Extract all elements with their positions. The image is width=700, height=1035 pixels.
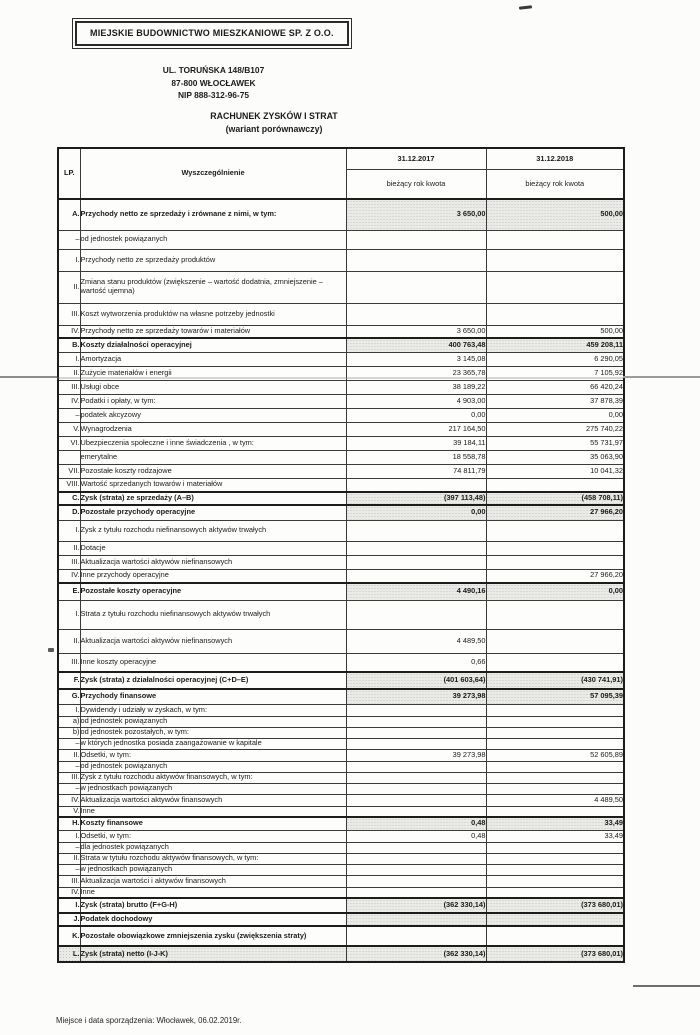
document-title-block [168, 110, 380, 136]
row-label: Wartość sprzedanych towarów i materiałów [80, 478, 346, 492]
row-value-2018: 275 740,22 [486, 422, 624, 436]
row-label: Aktualizacja wartości aktywów niefinansowych [80, 629, 346, 653]
table-row [58, 249, 624, 271]
row-value-2018 [486, 853, 624, 864]
row-value-2017 [346, 520, 486, 541]
row-label: Zysk z tytułu rozchodu aktywów finansowych, w tym: [80, 772, 346, 783]
row-lp: III. [58, 555, 80, 569]
row-value-2018: 6 290,05 [486, 352, 624, 366]
row-label: Odsetki, w tym: [80, 830, 346, 842]
row-value-2018 [486, 653, 624, 672]
row-value-2018: 33,49 [486, 830, 624, 842]
table-row [58, 898, 624, 913]
table-row [58, 271, 624, 303]
row-lp: I. [58, 520, 80, 541]
row-lp: E. [58, 583, 80, 600]
row-lp: III. [58, 380, 80, 394]
row-value-2017 [346, 794, 486, 806]
row-value-2017 [346, 926, 486, 946]
row-value-2018 [486, 842, 624, 853]
row-label: Zużycie materiałów i energii [80, 366, 346, 380]
row-value-2017 [346, 716, 486, 727]
row-lp: G. [58, 689, 80, 704]
row-label: Aktualizacja wartości aktywów niefinansowych [80, 555, 346, 569]
row-value-2017: (362 330,14) [346, 898, 486, 913]
row-value-2018 [486, 520, 624, 541]
scan-artifact-line-left [0, 376, 57, 378]
row-value-2017 [346, 738, 486, 749]
table-row [58, 761, 624, 772]
row-value-2018 [486, 727, 624, 738]
row-lp: II. [58, 366, 80, 380]
header-amount-2017: bieżący rok kwota [346, 170, 486, 200]
row-lp: V. [58, 422, 80, 436]
row-lp: III. [58, 303, 80, 325]
row-value-2017: 0,66 [346, 653, 486, 672]
header-lp: LP. [58, 148, 80, 199]
row-label: Koszty działalności operacyjnej [80, 338, 346, 352]
row-lp: I. [58, 704, 80, 716]
row-lp: IV. [58, 569, 80, 583]
row-value-2018 [486, 271, 624, 303]
row-lp: I. [58, 830, 80, 842]
table-row [58, 555, 624, 569]
row-label: Zysk (strata) brutto (F+G-H) [80, 898, 346, 913]
row-value-2017 [346, 230, 486, 249]
table-row [58, 887, 624, 898]
table-row [58, 366, 624, 380]
row-lp: VI. [58, 436, 80, 450]
row-label: Przychody finansowe [80, 689, 346, 704]
row-value-2018 [486, 738, 624, 749]
table-row [58, 783, 624, 794]
row-label: od jednostek powiązanych [80, 716, 346, 727]
row-value-2018: 0,00 [486, 583, 624, 600]
table-row [58, 864, 624, 875]
table-row [58, 505, 624, 520]
row-lp: K. [58, 926, 80, 946]
table-row [58, 727, 624, 738]
row-lp: – [58, 738, 80, 749]
row-value-2017 [346, 913, 486, 926]
row-value-2018 [486, 926, 624, 946]
row-value-2018: 500,00 [486, 199, 624, 230]
row-value-2017: 0,48 [346, 817, 486, 830]
row-value-2018: 27 966,20 [486, 569, 624, 583]
company-name: MIEJSKIE BUDOWNICTWO MIESZKANIOWE SP. Z O.O. [75, 21, 349, 46]
row-value-2018 [486, 887, 624, 898]
row-label: Inne [80, 887, 346, 898]
table-row [58, 600, 624, 629]
row-value-2017: 3 145,08 [346, 352, 486, 366]
row-label: Przychody netto ze sprzedaży produktów [80, 249, 346, 271]
table-row [58, 450, 624, 464]
row-value-2017 [346, 842, 486, 853]
row-label: Podatek dochodowy [80, 913, 346, 926]
row-value-2017: 4 903,00 [346, 394, 486, 408]
profit-and-loss-table [57, 147, 625, 963]
row-label: Strata z tytułu rozchodu niefinansowych aktywów trwałych [80, 600, 346, 629]
row-label: Ubezpieczenia społeczne i inne świadczenia , w tym: [80, 436, 346, 450]
table-header [58, 148, 624, 199]
row-value-2017: 38 189,22 [346, 380, 486, 394]
row-label: Inne przychody operacyjne [80, 569, 346, 583]
scan-artifact-top-dash [519, 5, 532, 9]
row-value-2017 [346, 600, 486, 629]
row-label: Pozostałe przychody operacyjne [80, 505, 346, 520]
document-title: RACHUNEK ZYSKÓW I STRAT [210, 111, 338, 121]
row-value-2018: 500,00 [486, 325, 624, 338]
row-lp: I. [58, 249, 80, 271]
table-row [58, 806, 624, 817]
row-value-2017 [346, 303, 486, 325]
row-label: Przychody netto ze sprzedaży i zrównane z nimi, w tym: [80, 199, 346, 230]
table-row [58, 569, 624, 583]
row-label: Koszty finansowe [80, 817, 346, 830]
scan-artifact-right-line [633, 985, 700, 987]
row-value-2017 [346, 249, 486, 271]
row-value-2018 [486, 772, 624, 783]
row-lp: H. [58, 817, 80, 830]
row-value-2018: 57 095,39 [486, 689, 624, 704]
row-lp: IV. [58, 887, 80, 898]
row-lp: III. [58, 875, 80, 887]
row-lp: J. [58, 913, 80, 926]
row-value-2018 [486, 761, 624, 772]
table-row [58, 338, 624, 352]
row-label: Aktualizacja wartości aktywów finansowych [80, 794, 346, 806]
table-row [58, 583, 624, 600]
header-amount-2018: bieżący rok kwota [486, 170, 624, 200]
row-label: Dywidendy i udziały w zyskach, w tym: [80, 704, 346, 716]
document-subtitle: (wariant porównawczy) [225, 124, 323, 134]
row-value-2017: 3 650,00 [346, 199, 486, 230]
row-value-2017: 74 811,79 [346, 464, 486, 478]
row-lp: II. [58, 271, 80, 303]
row-label: podatek akcyzowy [80, 408, 346, 422]
row-value-2018 [486, 230, 624, 249]
row-lp: – [58, 230, 80, 249]
table-row [58, 794, 624, 806]
row-lp: II. [58, 541, 80, 555]
row-value-2018 [486, 629, 624, 653]
table-row [58, 478, 624, 492]
row-label: Pozostałe koszty rodzajowe [80, 464, 346, 478]
row-value-2017 [346, 875, 486, 887]
row-lp: IV. [58, 325, 80, 338]
row-label: Zysk (strata) z działalności operacyjnej (C+D–E) [80, 672, 346, 689]
scan-artifact-left-dot [48, 648, 54, 652]
row-value-2018: (373 680,01) [486, 898, 624, 913]
row-value-2017: 4 489,50 [346, 629, 486, 653]
row-value-2018 [486, 704, 624, 716]
table-row [58, 704, 624, 716]
row-value-2018 [486, 600, 624, 629]
row-label: Inne koszty operacyjne [80, 653, 346, 672]
table-row [58, 913, 624, 926]
row-value-2017 [346, 271, 486, 303]
row-value-2018 [486, 864, 624, 875]
row-value-2018: 66 420,24 [486, 380, 624, 394]
row-value-2018 [486, 478, 624, 492]
row-value-2017: 4 490,16 [346, 583, 486, 600]
row-value-2018: (373 680,01) [486, 946, 624, 962]
row-value-2017: (362 330,14) [346, 946, 486, 962]
place-date-note: Miejsce i data sporządzenia: Włocławek, 06.02.2019r. [56, 1016, 242, 1025]
row-value-2017: 0,48 [346, 830, 486, 842]
table-row [58, 653, 624, 672]
row-value-2017 [346, 704, 486, 716]
row-label: Strata w tytułu rozchodu aktywów finansowych, w tym: [80, 853, 346, 864]
row-value-2017 [346, 541, 486, 555]
row-value-2017: 0,00 [346, 408, 486, 422]
table-row [58, 492, 624, 505]
row-value-2018: 52 605,89 [486, 749, 624, 761]
row-value-2017: 217 164,50 [346, 422, 486, 436]
row-lp: II. [58, 853, 80, 864]
row-lp: D. [58, 505, 80, 520]
row-value-2017 [346, 569, 486, 583]
row-value-2017 [346, 806, 486, 817]
row-lp: VIII. [58, 478, 80, 492]
row-value-2018: 7 105,92 [486, 366, 624, 380]
table-row [58, 325, 624, 338]
row-label: Zysk (strata) ze sprzedaży (A–B) [80, 492, 346, 505]
table-row [58, 352, 624, 366]
row-lp: I. [58, 600, 80, 629]
row-value-2017 [346, 555, 486, 569]
table-row [58, 689, 624, 704]
row-value-2017: 39 273,98 [346, 749, 486, 761]
table-row [58, 380, 624, 394]
row-value-2017 [346, 783, 486, 794]
row-value-2017 [346, 853, 486, 864]
row-label: Inne [80, 806, 346, 817]
row-lp: – [58, 842, 80, 853]
row-value-2017 [346, 887, 486, 898]
row-lp: a) [58, 716, 80, 727]
row-value-2018 [486, 541, 624, 555]
address-nip: NIP 888-312-96-75 [177, 90, 250, 100]
row-value-2018 [486, 716, 624, 727]
row-label: od jednostek pozostałych, w tym: [80, 727, 346, 738]
row-lp: V. [58, 806, 80, 817]
row-value-2017: 39 184,11 [346, 436, 486, 450]
row-label: w jednostkach powiązanych [80, 783, 346, 794]
header-date-2017: 31.12.2017 [346, 148, 486, 170]
row-label: Pozostałe obowiązkowe zmniejszenia zysku (zwiększenia straty) [80, 926, 346, 946]
table-row [58, 394, 624, 408]
header-date-2018: 31.12.2018 [486, 148, 624, 170]
row-lp: II. [58, 629, 80, 653]
row-value-2018: (458 708,11) [486, 492, 624, 505]
pnl-rows [58, 199, 624, 962]
row-value-2017 [346, 727, 486, 738]
row-label: Wynagrodzenia [80, 422, 346, 436]
row-value-2018: 0,00 [486, 408, 624, 422]
table-row [58, 772, 624, 783]
row-value-2018 [486, 303, 624, 325]
row-value-2017: 3 650,00 [346, 325, 486, 338]
row-value-2017: 23 365,78 [346, 366, 486, 380]
table-row [58, 926, 624, 946]
row-label: Zmiana stanu produktów (zwiększenie – wartość dodatnia, zmniejszenie – wartość ujemna) [80, 271, 346, 303]
row-label: Aktualizacja wartości i aktywów finansowych [80, 875, 346, 887]
row-label: od jednostek powiązanych [80, 761, 346, 772]
table-row [58, 520, 624, 541]
table-row [58, 436, 624, 450]
row-label: Koszt wytworzenia produktów na własne potrzeby jednostki [80, 303, 346, 325]
table-row [58, 842, 624, 853]
table-row [58, 830, 624, 842]
row-label: emerytalne [80, 450, 346, 464]
table-row [58, 303, 624, 325]
row-lp: II. [58, 749, 80, 761]
row-value-2018: 10 041,32 [486, 464, 624, 478]
row-value-2017: (401 603,64) [346, 672, 486, 689]
row-value-2018: 33,49 [486, 817, 624, 830]
table-row [58, 946, 624, 962]
row-value-2018 [486, 555, 624, 569]
row-lp: III. [58, 772, 80, 783]
row-label: Zysk (strata) netto (I-J-K) [80, 946, 346, 962]
company-name-box [72, 18, 352, 49]
row-value-2017: 18 558,78 [346, 450, 486, 464]
address-city: 87-800 WŁOCŁAWEK [171, 77, 256, 88]
row-value-2017: (397 113,48) [346, 492, 486, 505]
row-lp: I. [58, 352, 80, 366]
row-lp: III. [58, 653, 80, 672]
row-lp: – [58, 864, 80, 875]
row-value-2017 [346, 761, 486, 772]
table-row [58, 817, 624, 830]
row-value-2018: 459 208,11 [486, 338, 624, 352]
table-row [58, 749, 624, 761]
row-label: Pozostałe koszty operacyjne [80, 583, 346, 600]
table-row [58, 853, 624, 864]
row-value-2018: (430 741,91) [486, 672, 624, 689]
row-label: dla jednostek powiązanych [80, 842, 346, 853]
row-label: w których jednostka posiada zaangażowanie w kapitale [80, 738, 346, 749]
address-street: UL. TORUŃSKA 148/B107 [162, 65, 265, 75]
row-lp: – [58, 783, 80, 794]
row-value-2017 [346, 478, 486, 492]
row-lp [58, 450, 80, 464]
row-value-2018: 4 489,50 [486, 794, 624, 806]
row-lp: IV. [58, 794, 80, 806]
row-label: Usługi obce [80, 380, 346, 394]
table-row [58, 716, 624, 727]
table-row [58, 464, 624, 478]
row-lp: L. [58, 946, 80, 962]
table-row [58, 408, 624, 422]
row-label: Amortyzacja [80, 352, 346, 366]
row-lp: IV. [58, 394, 80, 408]
row-label: Odsetki, w tym: [80, 749, 346, 761]
row-value-2017: 39 273,98 [346, 689, 486, 704]
row-label: Dotacje [80, 541, 346, 555]
header-description: Wyszczególnienie [80, 148, 346, 199]
row-value-2018: 55 731,97 [486, 436, 624, 450]
table-row [58, 672, 624, 689]
row-label: Podatki i opłaty, w tym: [80, 394, 346, 408]
table-row [58, 629, 624, 653]
row-value-2018 [486, 875, 624, 887]
row-lp: I. [58, 898, 80, 913]
table-row [58, 199, 624, 230]
table-row [58, 230, 624, 249]
row-label: w jednostkach powiązanych [80, 864, 346, 875]
row-value-2017 [346, 772, 486, 783]
row-lp: – [58, 408, 80, 422]
company-address-block [126, 64, 301, 102]
row-lp: b) [58, 727, 80, 738]
row-lp: B. [58, 338, 80, 352]
row-value-2018: 27 966,20 [486, 505, 624, 520]
row-value-2018: 37 878,39 [486, 394, 624, 408]
row-label: Zysk z tytułu rozchodu niefinansowych aktywów trwałych [80, 520, 346, 541]
row-value-2018 [486, 806, 624, 817]
table-row [58, 738, 624, 749]
row-lp: F. [58, 672, 80, 689]
row-value-2017: 400 763,48 [346, 338, 486, 352]
row-label: Przychody netto ze sprzedaży towarów i materiałów [80, 325, 346, 338]
row-value-2017 [346, 864, 486, 875]
table-row [58, 541, 624, 555]
table-row [58, 422, 624, 436]
row-value-2017: 0,00 [346, 505, 486, 520]
row-lp: A. [58, 199, 80, 230]
row-label: od jednostek powiązanych [80, 230, 346, 249]
row-lp: – [58, 761, 80, 772]
row-lp: VII. [58, 464, 80, 478]
row-value-2018 [486, 913, 624, 926]
table-row [58, 875, 624, 887]
row-value-2018: 35 063,90 [486, 450, 624, 464]
scan-artifact-line-right [623, 376, 700, 378]
row-value-2018 [486, 783, 624, 794]
row-lp: C. [58, 492, 80, 505]
row-value-2018 [486, 249, 624, 271]
